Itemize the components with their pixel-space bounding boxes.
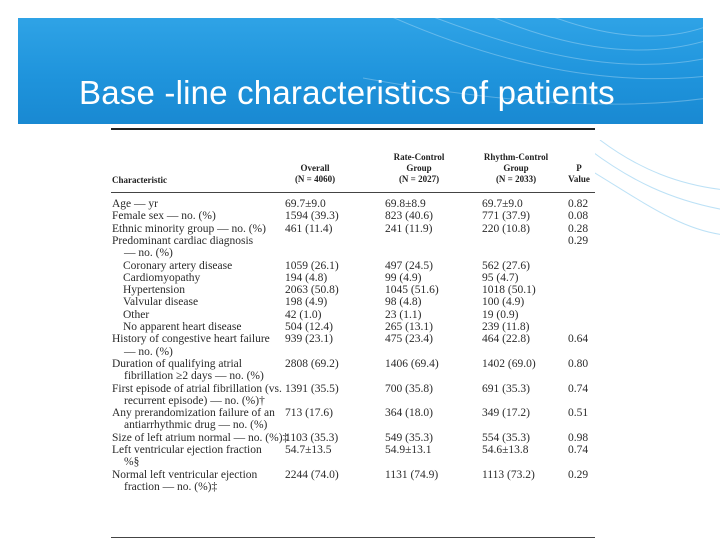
row-label: First episode of atrial fibrillation (vs. recurrent episode) — no. (%)† — [112, 382, 282, 407]
cell-overall: 504 (12.4) — [285, 321, 333, 333]
row-label: Normal left ventricular ejection fraction — no. (%)‡ — [112, 468, 258, 493]
cell-overall: 1594 (39.3) — [285, 210, 339, 223]
row-label: Left ventricular ejection fraction %§ — [112, 444, 262, 469]
cell-overall: 2063 (50.8) — [285, 284, 339, 297]
cell-p-value: 0.28 — [568, 222, 589, 235]
cell-p-value: 0.74 — [568, 382, 589, 395]
cell-rhythm-control: 19 (0.9) — [482, 308, 519, 321]
cell-rhythm-control: 54.6±13.8 — [482, 444, 529, 456]
cell-p-value: 0.98 — [568, 431, 589, 444]
cell-rate-control: 99 (4.9) — [385, 271, 422, 284]
row-label: Valvular disease — [123, 296, 199, 309]
cell-rhythm-control: 562 (27.6) — [482, 259, 530, 272]
cell-p-value: 0.64 — [568, 333, 589, 346]
cell-overall: 194 (4.8) — [285, 271, 328, 284]
decorative-curves — [590, 140, 720, 270]
cell-rhythm-control: 1113 (73.2) — [482, 468, 535, 481]
cell-rhythm-control: 771 (37.9) — [482, 210, 530, 223]
table-top-rule — [111, 128, 595, 130]
cell-rate-control: 265 (13.1) — [385, 321, 433, 333]
cell-p-value: 0.82 — [568, 198, 589, 210]
slide-title: Base -line characteristics of patients — [79, 74, 615, 111]
cell-overall: 939 (23.1) — [285, 333, 333, 346]
cell-overall: 54.7±13.5 — [285, 444, 332, 456]
cell-rate-control: 54.9±13.1 — [385, 444, 432, 456]
cell-overall: 1059 (26.1) — [285, 259, 339, 272]
cell-p-value: 0.29 — [568, 468, 589, 481]
cell-rate-control: 1045 (51.6) — [385, 284, 439, 297]
row-label: Age — yr — [112, 198, 158, 210]
table-bottom-rule — [111, 537, 595, 538]
cell-rate-control: 1406 (69.4) — [385, 357, 439, 370]
table-header-rule — [111, 192, 595, 193]
header-characteristic: Characteristic — [112, 175, 167, 185]
cell-overall: 42 (1.0) — [285, 308, 322, 321]
cell-rate-control: 475 (23.4) — [385, 333, 433, 346]
row-label: Ethnic minority group — no. (%) — [112, 222, 266, 235]
cell-p-value: 0.80 — [568, 357, 589, 370]
cell-p-value: 0.74 — [568, 444, 589, 456]
header-rhythm-control: Rhythm-Control Group (N = 2033) — [483, 152, 549, 184]
row-label: No apparent heart disease — [123, 321, 242, 333]
cell-rate-control: 549 (35.3) — [385, 431, 433, 444]
row-label: Any prerandomization failure of an antiarrhythmic drug — no. (%) — [112, 407, 275, 432]
cell-overall: 461 (11.4) — [285, 222, 333, 235]
cell-rhythm-control: 69.7±9.0 — [482, 198, 523, 210]
cell-rate-control: 1131 (74.9) — [385, 468, 439, 481]
cell-rhythm-control: 349 (17.2) — [482, 407, 530, 420]
cell-rate-control: 823 (40.6) — [385, 210, 433, 223]
title-banner — [18, 18, 703, 124]
cell-rhythm-control: 1018 (50.1) — [482, 284, 536, 297]
header-overall: Overall (N = 4060) — [294, 163, 336, 184]
header-rate-control: Rate-Control Group (N = 2027) — [393, 152, 445, 184]
row-label: Other — [123, 308, 150, 321]
cell-rate-control: 241 (11.9) — [385, 222, 433, 235]
cell-rate-control: 700 (35.8) — [385, 382, 433, 395]
cell-overall: 2808 (69.2) — [285, 357, 339, 370]
cell-p-value: 0.29 — [568, 234, 589, 247]
cell-rhythm-control: 95 (4.7) — [482, 271, 519, 284]
row-label: Size of left atrium normal — no. (%)‡ — [112, 431, 289, 444]
cell-rate-control: 364 (18.0) — [385, 407, 433, 420]
cell-rhythm-control: 691 (35.3) — [482, 382, 530, 395]
row-label: Hypertension — [123, 284, 185, 297]
cell-rate-control: 23 (1.1) — [385, 308, 422, 321]
header-p-value: P Value — [568, 163, 590, 184]
cell-overall: 69.7±9.0 — [285, 198, 326, 210]
cell-p-value: 0.08 — [568, 210, 589, 223]
cell-rate-control: 69.8±8.9 — [385, 198, 426, 210]
cell-rhythm-control: 554 (35.3) — [482, 431, 530, 444]
cell-rate-control: 497 (24.5) — [385, 259, 433, 272]
baseline-characteristics-table — [111, 128, 595, 538]
row-label: History of congestive heart failure — no. (%) — [112, 333, 270, 358]
cell-rhythm-control: 100 (4.9) — [482, 296, 525, 309]
row-label: Female sex — no. (%) — [112, 210, 216, 223]
row-label: Duration of qualifying atrial fibrillation ≥2 days — no. (%) — [112, 357, 264, 383]
cell-overall: 1391 (35.5) — [285, 382, 339, 395]
cell-p-value: 0.51 — [568, 407, 589, 420]
cell-rhythm-control: 220 (10.8) — [482, 222, 530, 235]
cell-overall: 198 (4.9) — [285, 296, 328, 309]
row-label: Coronary artery disease — [123, 259, 233, 272]
cell-rhythm-control: 239 (11.8) — [482, 321, 530, 333]
cell-overall: 2244 (74.0) — [285, 468, 339, 481]
cell-rate-control: 98 (4.8) — [385, 296, 422, 309]
cell-overall: 713 (17.6) — [285, 407, 333, 420]
row-label: Predominant cardiac diagnosis — no. (%) — [112, 234, 254, 260]
cell-rhythm-control: 464 (22.8) — [482, 333, 530, 346]
row-label: Cardiomyopathy — [123, 271, 201, 284]
cell-overall: 1103 (35.3) — [285, 431, 339, 444]
cell-rhythm-control: 1402 (69.0) — [482, 357, 536, 370]
